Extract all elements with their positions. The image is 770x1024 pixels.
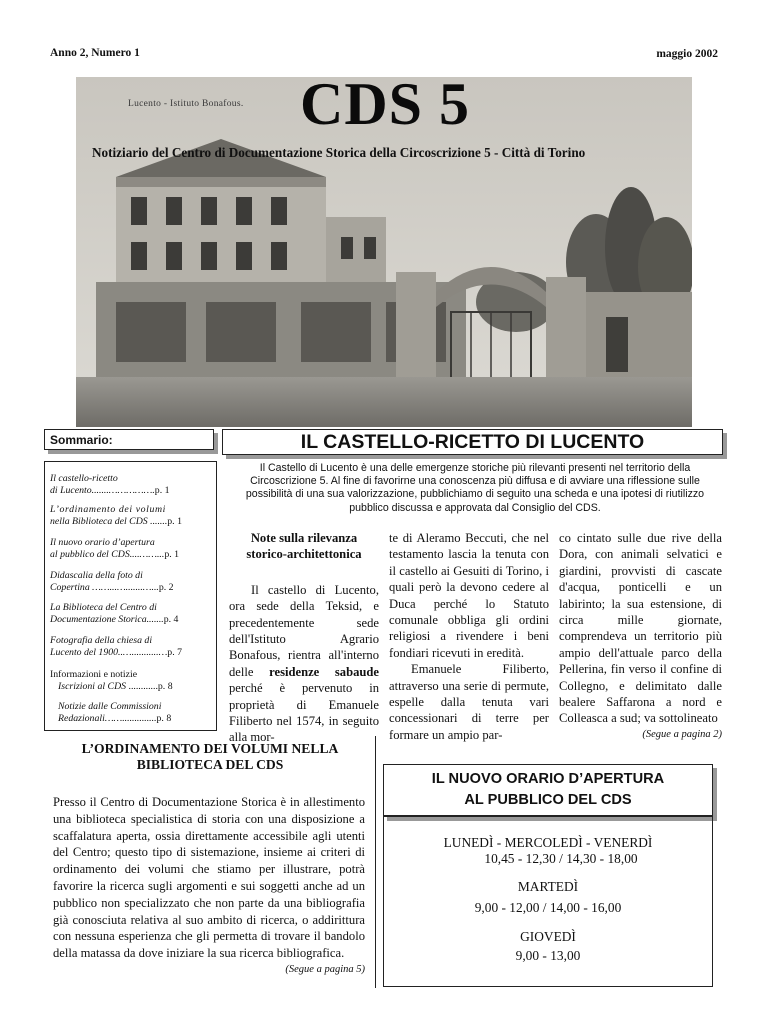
sommario-heading: Sommario:: [44, 429, 214, 450]
sommario-item[interactable]: La Biblioteca del Centro di Documentazione Storica.......p. 4: [50, 602, 179, 625]
sommario-item[interactable]: Il castello-ricetto di Lucento.......…………….p. 1: [50, 473, 170, 496]
sommario-item[interactable]: Il nuovo orario d’apertura al pubblico del CDS....……...p. 1: [50, 537, 180, 560]
orario-hours: 9,00 - 12,00 / 14,00 - 16,00: [474, 900, 622, 915]
sommario-item[interactable]: Didascalia della foto di Copertina ……...….......…...p. 2: [50, 570, 174, 593]
continued-link[interactable]: (Segue a pagina 2): [642, 728, 722, 740]
orario-hours: 10,45 - 12,30 / 14,30 - 18,00: [484, 851, 638, 866]
column-divider: [375, 736, 376, 988]
article-paragraph: te di Aleramo Beccuti, che nel testamento lascia la tenuta con il castello ai Gesuiti di Torino, i quali però la devono cedere al Duca perché lo Statuto comunale obbliga gli ordini religiosi a rivendere i beni fondiari ricevuti in eredità.: [389, 531, 549, 660]
orario-hours: 9,00 - 13,00: [515, 948, 581, 963]
article-paragraph: Emanuele Filiberto, attraverso una serie di permute, espelle dalla tenuta vari concessionari di terre per formare un ampio par-: [389, 662, 549, 742]
orario-days: GIOVEDÌ: [520, 929, 576, 944]
article-column-3: [559, 530, 722, 743]
article-intro: Il Castello di Lucento è una delle emergenze storiche più rilevanti presenti nel territorio della Circoscrizione 5. Al fine di favorirne una conoscenza più diffusa e di avviare una riflessione sulle possibilità di una sua valorizzazione, pubblichiamo di seguito una scheda e una ipotesi di riutilizzo pubblico discussa e approvata dal Consiglio del CDS.: [245, 462, 705, 514]
article-column-1: [229, 530, 379, 746]
orario-box: [383, 815, 713, 987]
orario-days: MARTEDÌ: [517, 879, 579, 894]
ordinamento-text: Presso il Centro di Documentazione Storica è in allestimento una biblioteca specialistica di storia con una disposizione a scaffalatura aperta, ossia direttamente accessibile agli utenti del Centro; questo tipo di sistemazione, insieme ai criteri di ordinamento dei volumi che stiamo per illustrare, potrà favorire la ricerca sugli argomenti e sui soggetti anche ad un pubblico non specializzato che non parte da una bibliografia già conosciuta relativa al suo ambito di ricerca, o addirittura con nessuna esperienza che gli permetta di trovare il bandolo della matassa da dove iniziare la sua ricerca bibliografica. (Segue a pagina 5): [53, 794, 365, 979]
article-paragraph: co cintato sulle due rive della Dora, con animali selvatici e giardini, provvisti di cascate d'acqua, ponticelli e un labirinto; la sua estensione, di circa mille giornate, comprendeva un territorio più ampio dell'attuale parco della Pellerina, fin verso il confine di Collegno, e delimitato dalle bealere Saffarona a nord e Colleasca a sud; va sottolineato: [559, 531, 722, 726]
article-headline: IL CASTELLO-RICETTO DI LUCENTO: [222, 429, 723, 455]
sommario-item[interactable]: Fotografia della chiesa di Lucento del 1900..…...........…p. 7: [50, 635, 182, 658]
continued-link[interactable]: (Segue a pagina 5): [285, 963, 365, 975]
sommario-item[interactable]: Informazioni e notizie Iscrizioni al CDS ............p. 8: [50, 669, 173, 692]
sommario-item[interactable]: L’ordinamento dei volumi nella Biblioteca del CDS .......p. 1: [50, 504, 182, 527]
sommario-item[interactable]: Notizie dalle Commissioni Redazionali……..............p. 8: [58, 701, 172, 724]
sommario-box: [44, 461, 217, 731]
orario-days: LUNEDÌ - MERCOLEDÌ - VENERDÌ: [443, 835, 653, 850]
issue-date: maggio 2002: [656, 48, 718, 60]
photo-caption: Lucento - Istituto Bonafous.: [128, 99, 244, 109]
article-column-2: [389, 530, 549, 743]
masthead-subtitle: Notiziario del Centro di Documentazione Storica della Circoscrizione 5 - Città di Torino: [92, 145, 586, 160]
note-title: Note sulla rilevanza storico-architettonica: [246, 531, 362, 562]
masthead-title: CDS 5: [300, 71, 471, 137]
issue-number: Anno 2, Numero 1: [50, 47, 140, 59]
article-paragraph: Il castello di Lucento, ora sede della Teksid, e precedentemente sede dell'Istituto Agrario Bonafous, rientra all'interno delle residenze sabaude perché è pervenuto in proprietà di Emanuele Filiberto nel 1574, in seguito alla mor-: [229, 582, 379, 745]
ordinamento-headline: L’ORDINAMENTO DEI VOLUMI NELLA BIBLIOTECA DEL CDS: [81, 741, 339, 772]
orario-headline: IL NUOVO ORARIO D’APERTURA AL PUBBLICO DEL CDS: [383, 764, 713, 817]
